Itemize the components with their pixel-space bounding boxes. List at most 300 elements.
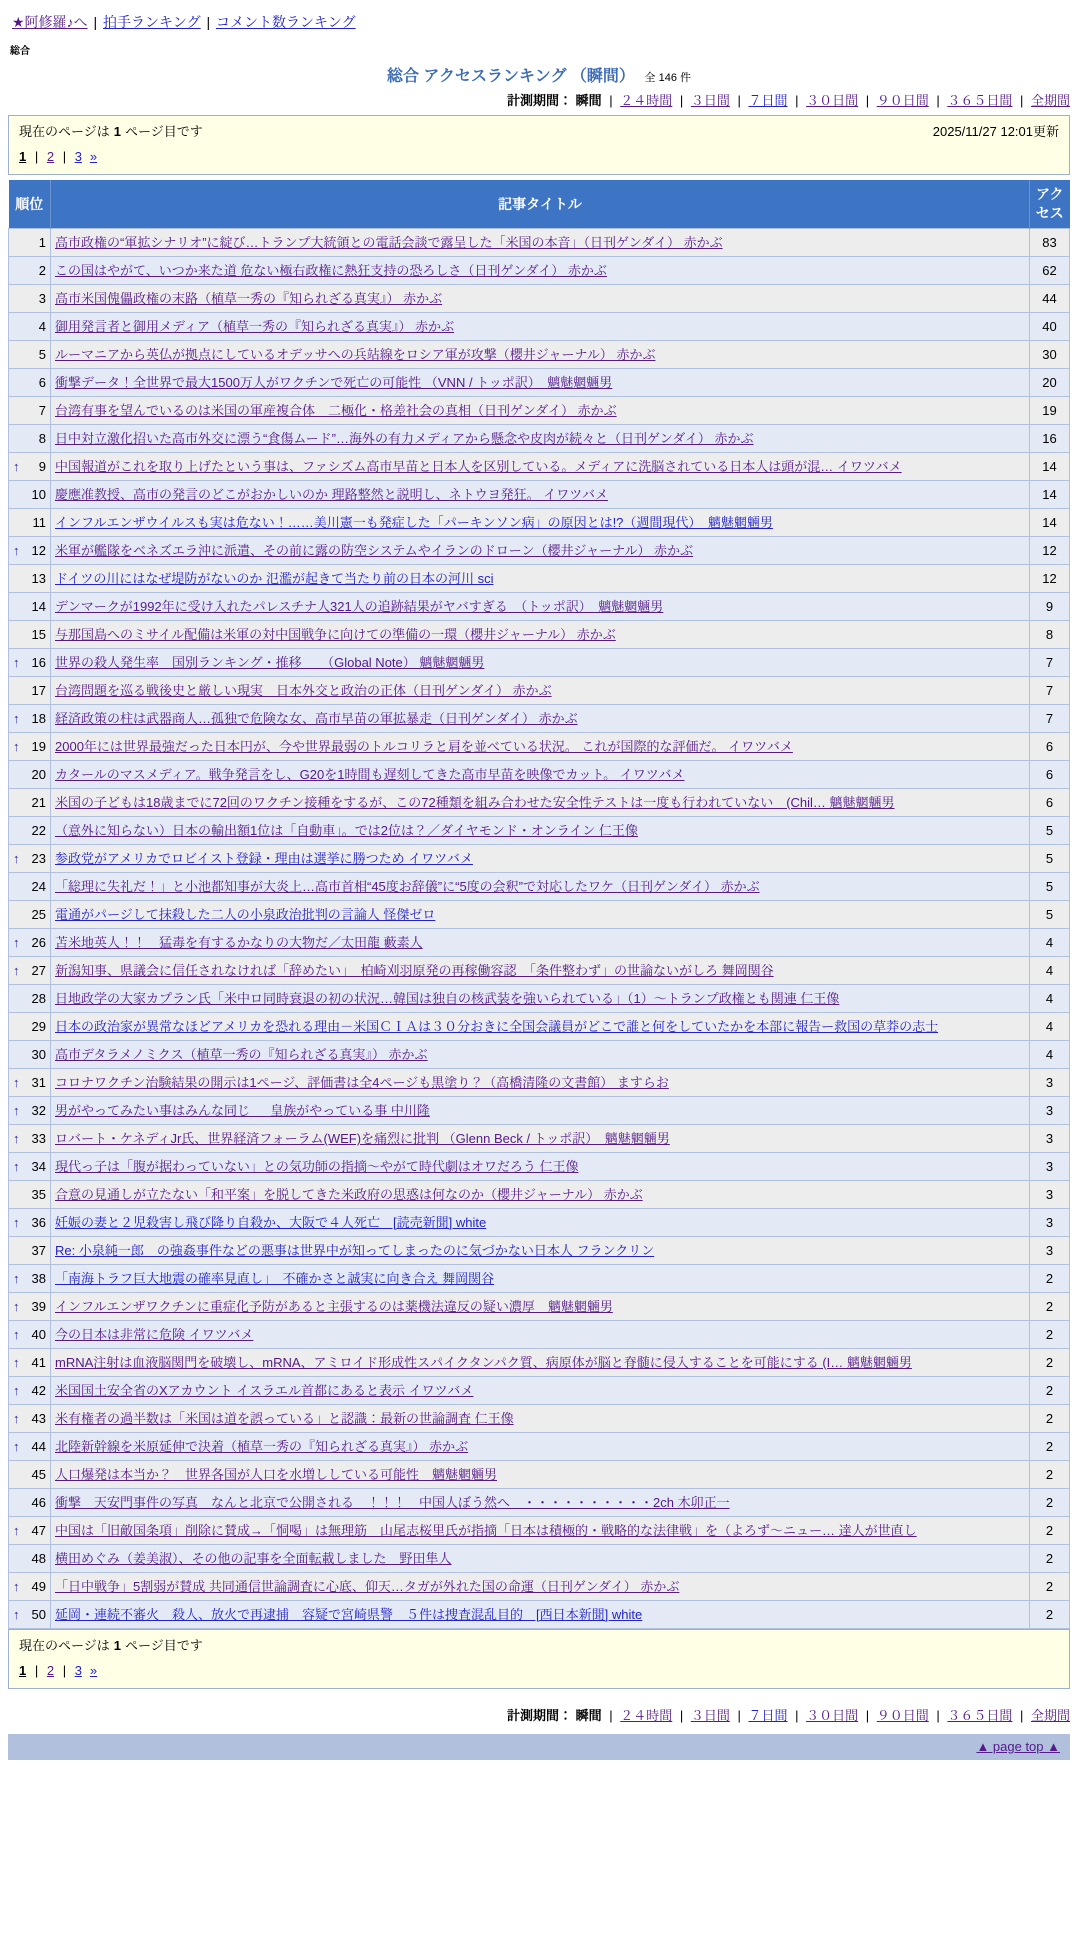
updated-timestamp: 2025/11/27 12:01更新 bbox=[932, 124, 1059, 139]
rank-cell bbox=[9, 1069, 51, 1097]
title-cell bbox=[51, 1489, 1030, 1517]
article-link[interactable]: ロバート・ケネディJr氏、世界経済フォーラム(WEF)を痛烈に批判 （Glenn Beck / トッポ訳） 魑魅魍魎男 bbox=[55, 1131, 670, 1146]
rank-number: 26 bbox=[31, 935, 46, 950]
article-link[interactable]: 台湾有事を望んでいるのは米国の軍産複合体 二極化・格差社会の真相（日刊ゲンダイ） 赤かぶ bbox=[55, 403, 617, 418]
period-separator: | bbox=[932, 1708, 944, 1723]
table-row bbox=[9, 509, 1070, 537]
rank-cell bbox=[9, 845, 51, 873]
access-count: 4 bbox=[1030, 1013, 1070, 1041]
rank-up-icon: ↑ bbox=[13, 1439, 20, 1454]
rank-cell bbox=[9, 565, 51, 593]
article-link[interactable]: 日本の政治家が異常なほどアメリカを恐れる理由－米国ＣＩＡは３０分おきに全国会議員がどこで誰と何をしていたかを本部に報告ー救国の草莽の志士 bbox=[55, 1019, 939, 1034]
rank-up-icon: ↑ bbox=[13, 1579, 20, 1594]
article-link[interactable]: 2000年には世界最強だった日本円が、今や世界最弱のトルコリラと肩を並べている状況。 これが国際的な評価だ。 イワツバメ bbox=[55, 739, 793, 754]
table-row bbox=[9, 733, 1070, 761]
title-cell bbox=[51, 761, 1030, 789]
table-row bbox=[9, 1517, 1070, 1545]
title-cell bbox=[51, 509, 1030, 537]
title-cell bbox=[51, 565, 1030, 593]
table-row bbox=[9, 369, 1070, 397]
rank-cell bbox=[9, 1097, 51, 1125]
article-link[interactable]: ルーマニアから英仏が拠点にしているオデッサへの兵站線をロシア軍が攻撃（櫻井ジャーナル） 赤かぶ bbox=[55, 347, 656, 362]
period-link-5[interactable]: ９０日間 bbox=[876, 1708, 929, 1723]
title-cell bbox=[51, 985, 1030, 1013]
page-top-link[interactable]: ▲ page top ▲ bbox=[976, 1739, 1060, 1754]
article-link[interactable]: 米国の子どもは18歳までに72回のワクチン接種をするが、この72種類を組み合わせた安全性テストは一度も行われていない (Chil… 魑魅魍魎男 bbox=[55, 795, 895, 810]
current-page-text-prefix: 現在のページは bbox=[19, 1638, 110, 1653]
current-page-text-suffix: ページ目です bbox=[124, 124, 203, 139]
rank-number: 47 bbox=[31, 1523, 46, 1538]
article-link[interactable]: 「日中戦争」5割弱が賛成 共同通信世論調査に心底、仰天…タガが外れた国の命運（日刊ゲンダイ） 赤かぶ bbox=[55, 1579, 680, 1594]
article-link[interactable]: 中国は「旧敵国条項」削除に賛成→「恫喝」は無理筋 山尾志桜里氏が指摘「日本は積極的・戦略的な法律戦」を（よろず〜ニュー… 達人が世直し bbox=[55, 1523, 917, 1538]
rank-cell bbox=[9, 733, 51, 761]
nav-link-1[interactable]: ★阿修羅♪へ bbox=[12, 14, 88, 30]
title-cell bbox=[51, 1237, 1030, 1265]
rank-cell bbox=[9, 257, 51, 285]
title-cell bbox=[51, 817, 1030, 845]
rank-cell bbox=[9, 509, 51, 537]
title-cell bbox=[51, 649, 1030, 677]
title-cell bbox=[51, 537, 1030, 565]
rank-number: 10 bbox=[31, 487, 46, 502]
pagination-current-page: 1 bbox=[19, 149, 27, 164]
rank-up-icon: ↑ bbox=[13, 1299, 20, 1314]
rank-up-icon: ↑ bbox=[13, 1607, 20, 1622]
table-row bbox=[9, 285, 1070, 313]
table-row bbox=[9, 873, 1070, 901]
rank-cell bbox=[9, 341, 51, 369]
access-count: 16 bbox=[1030, 425, 1070, 453]
period-current: 瞬間 bbox=[575, 1708, 602, 1723]
article-link[interactable]: 「南海トラフ巨大地震の確率見直し」 不確かさと誠実に向き合え 舞岡関谷 bbox=[55, 1271, 495, 1286]
rank-number: 12 bbox=[31, 543, 46, 558]
article-link[interactable]: 現代っ子は「腹が据わっていない」との気功師の指摘〜やがて時代劇はオワだろう 仁王像 bbox=[55, 1159, 579, 1174]
pagination-current-page: 1 bbox=[19, 1663, 27, 1678]
title-cell bbox=[51, 957, 1030, 985]
period-separator: | bbox=[862, 1708, 873, 1723]
rank-number: 40 bbox=[31, 1327, 46, 1342]
table-row bbox=[9, 397, 1070, 425]
access-count: 4 bbox=[1030, 1041, 1070, 1069]
access-count: 14 bbox=[1030, 481, 1070, 509]
period-link-6[interactable]: ３６５日間 bbox=[947, 93, 1013, 108]
title-cell bbox=[51, 1013, 1030, 1041]
title-cell bbox=[51, 677, 1030, 705]
rank-cell bbox=[9, 1517, 51, 1545]
table-row bbox=[9, 1573, 1070, 1601]
nav-separator: | bbox=[202, 14, 214, 30]
table-row bbox=[9, 1069, 1070, 1097]
table-row bbox=[9, 817, 1070, 845]
rank-up-icon: ↑ bbox=[13, 1215, 20, 1230]
article-link[interactable]: 新潟知事、県議会に信任されなければ「辞めたい」 柏崎刈羽原発の再稼働容認 「条件整わず」の世論ないがしろ 舞岡関谷 bbox=[55, 963, 774, 978]
article-link[interactable]: コロナワクチン治験結果の開示は1ページ、評価書は全4ページも黒塗り？（高橋清隆の文書館） ますらお bbox=[55, 1075, 669, 1090]
pagination-separator: | bbox=[59, 1663, 70, 1678]
pagination-link-»[interactable]: » bbox=[89, 149, 98, 164]
rank-cell bbox=[9, 453, 51, 481]
rank-up-icon: ↑ bbox=[13, 1075, 20, 1090]
title-cell bbox=[51, 1601, 1030, 1629]
table-row bbox=[9, 901, 1070, 929]
rank-up-icon: ↑ bbox=[13, 1523, 20, 1538]
article-link[interactable]: 妊娠の妻と２児殺害し飛び降り自殺か、大阪で４人死亡 [読売新聞] white bbox=[55, 1215, 487, 1230]
article-link[interactable]: 高市米国傀儡政権の末路（植草一秀の『知られざる真実』） 赤かぶ bbox=[55, 291, 443, 306]
article-link[interactable]: 台湾問題を巡る戦後史と厳しい現実 日本外交と政治の正体（日刊ゲンダイ） 赤かぶ bbox=[55, 683, 552, 698]
rank-number: 2 bbox=[38, 263, 46, 278]
access-count: 2 bbox=[1030, 1601, 1070, 1629]
table-row bbox=[9, 565, 1070, 593]
title-cell bbox=[51, 313, 1030, 341]
footer-bar bbox=[8, 1734, 1070, 1760]
article-link[interactable]: 日中対立激化招いた高市外交に漂う“食傷ムード”…海外の有力メディアから懸念や皮肉が続々と（日刊ゲンダイ） 赤かぶ bbox=[55, 431, 754, 446]
rank-cell bbox=[9, 761, 51, 789]
access-count: 7 bbox=[1030, 705, 1070, 733]
table-row bbox=[9, 1545, 1070, 1573]
access-count: 7 bbox=[1030, 677, 1070, 705]
title-cell bbox=[51, 1433, 1030, 1461]
rank-cell bbox=[9, 901, 51, 929]
rank-number: 17 bbox=[31, 683, 46, 698]
article-link[interactable]: この国はやがて、いつか来た道 危ない極右政権に熱狂支持の恐ろしさ（日刊ゲンダイ） 赤かぶ bbox=[55, 263, 607, 278]
article-link[interactable]: 人口爆発は本当か？ 世界各国が人口を水増ししている可能性 魑魅魍魎男 bbox=[55, 1467, 498, 1482]
rank-number: 48 bbox=[31, 1551, 46, 1566]
article-link[interactable]: 米軍が艦隊をベネズエラ沖に派遣、その前に露の防空システムやイランのドローン（櫻井ジャーナル） 赤かぶ bbox=[55, 543, 694, 558]
article-link[interactable]: 慶應准教授、高市の発言のどこがおかしいのか 理路整然と説明し、ネトウヨ発狂。 イワツバメ bbox=[55, 487, 608, 502]
title-cell bbox=[51, 1265, 1030, 1293]
period-link-6[interactable]: ３６５日間 bbox=[947, 1708, 1013, 1723]
article-link[interactable]: 中国報道がこれを取り上げたという事は、ファシズム高市早苗と日本人を区別している。メディアに洗脳されている日本人は頭が混… イワツバメ bbox=[55, 459, 902, 474]
article-link[interactable]: 北陸新幹線を米原延伸で決着（植草一秀の『知られざる真実』） 赤かぶ bbox=[55, 1439, 469, 1454]
article-link[interactable]: 苫米地英人！！ 猛毒を有するかなりの大物だ／太田龍 藪素人 bbox=[55, 935, 423, 950]
title-cell bbox=[51, 285, 1030, 313]
current-page-number: 1 bbox=[113, 124, 121, 139]
article-link[interactable]: 今の日本は非常に危険 イワツバメ bbox=[55, 1327, 254, 1342]
table-row bbox=[9, 1237, 1070, 1265]
access-count: 2 bbox=[1030, 1293, 1070, 1321]
period-link-5[interactable]: ９０日間 bbox=[876, 93, 929, 108]
rank-up-icon: ↑ bbox=[13, 655, 20, 670]
article-link[interactable]: 合意の見通しが立たない「和平案」を脱してきた米政府の思惑は何なのか（櫻井ジャーナル） 赤かぶ bbox=[55, 1187, 643, 1202]
period-separator: | bbox=[932, 93, 944, 108]
rank-number: 27 bbox=[31, 963, 46, 978]
access-count: 5 bbox=[1030, 817, 1070, 845]
table-row bbox=[9, 649, 1070, 677]
rank-number: 8 bbox=[38, 431, 46, 446]
table-row bbox=[9, 845, 1070, 873]
access-count: 5 bbox=[1030, 845, 1070, 873]
rank-cell bbox=[9, 537, 51, 565]
access-count: 3 bbox=[1030, 1237, 1070, 1265]
access-count: 83 bbox=[1030, 229, 1070, 257]
title-cell bbox=[51, 341, 1030, 369]
rank-number: 43 bbox=[31, 1411, 46, 1426]
article-link[interactable]: 日地政学の大家カプラン氏「米中ロ同時衰退の初の状況…韓国は独自の核武装を強いられている」（1）〜トランプ政権とも関連 仁王像 bbox=[55, 991, 840, 1006]
access-count: 4 bbox=[1030, 985, 1070, 1013]
rank-number: 38 bbox=[31, 1271, 46, 1286]
article-link[interactable]: 米国国土安全省のXアカウント イスラエル首都にあると表示 イワツバメ bbox=[55, 1383, 474, 1398]
title-cell bbox=[51, 425, 1030, 453]
table-row bbox=[9, 1601, 1070, 1629]
title-cell bbox=[51, 1097, 1030, 1125]
access-count: 2 bbox=[1030, 1545, 1070, 1573]
period-link-1[interactable]: ２４時間 bbox=[620, 1708, 673, 1723]
title-cell bbox=[51, 705, 1030, 733]
rank-number: 16 bbox=[31, 655, 46, 670]
article-link[interactable]: 延岡・連続不審火 殺人、放火で再逮捕 容疑で宮崎県警 ５件は捜査混乱目的 [西日本新聞] white bbox=[55, 1607, 643, 1622]
section-label: 総合 bbox=[10, 46, 30, 57]
rank-cell bbox=[9, 677, 51, 705]
rank-up-icon: ↑ bbox=[13, 851, 20, 866]
article-link[interactable]: 男がやってみたい事はみんな同じ ＿ 皇族がやっている事 中川隆 bbox=[55, 1103, 430, 1118]
column-header-access: アクセス bbox=[1030, 180, 1070, 229]
title-cell bbox=[51, 1517, 1030, 1545]
rank-up-icon: ↑ bbox=[13, 1131, 20, 1146]
rank-cell bbox=[9, 1461, 51, 1489]
period-separator: | bbox=[676, 1708, 687, 1723]
period-link-2[interactable]: ３日間 bbox=[690, 93, 730, 108]
table-row bbox=[9, 1041, 1070, 1069]
rank-number: 37 bbox=[31, 1243, 46, 1258]
period-separator: | bbox=[733, 93, 745, 108]
rank-number: 29 bbox=[31, 1019, 46, 1034]
pagination-top bbox=[19, 148, 1059, 166]
rank-number: 3 bbox=[38, 291, 46, 306]
top-nav bbox=[10, 12, 1070, 32]
title-cell bbox=[51, 621, 1030, 649]
pagination-link-2[interactable]: 2 bbox=[46, 149, 55, 164]
article-link[interactable]: 衝撃データ！全世界で最大1500万人がワクチンで死亡の可能性 （VNN / トッポ訳） 魑魅魍魎男 bbox=[55, 375, 613, 390]
article-link[interactable]: Re: 小泉純一郎 の強姦事件などの悪事は世界中が知ってしまったのに気づかない日本人 フランクリン bbox=[55, 1243, 655, 1258]
article-link[interactable]: インフルエンザワクチンに重症化予防があると主張するのは薬機法違反の疑い濃厚 魑魅魍魎男 bbox=[55, 1299, 613, 1314]
current-page-number: 1 bbox=[113, 1638, 121, 1653]
table-header-row bbox=[9, 180, 1070, 229]
table-row bbox=[9, 621, 1070, 649]
article-link[interactable]: 「総理に失礼だ！」と小池都知事が大炎上…高市首相“45度お辞儀”に“5度の会釈”で対応したワケ（日刊ゲンダイ） 赤かぶ bbox=[55, 879, 760, 894]
title-cell bbox=[51, 1293, 1030, 1321]
table-row bbox=[9, 481, 1070, 509]
article-link[interactable]: 御用発言者と御用メディア（植草一秀の『知られざる真実』） 赤かぶ bbox=[55, 319, 455, 334]
rank-cell bbox=[9, 1041, 51, 1069]
column-header-title: 記事タイトル bbox=[51, 180, 1030, 229]
access-count: 6 bbox=[1030, 789, 1070, 817]
total-count: 全 146 件 bbox=[644, 72, 692, 84]
period-separator: | bbox=[791, 1708, 803, 1723]
period-link-2[interactable]: ３日間 bbox=[690, 1708, 730, 1723]
rank-cell bbox=[9, 369, 51, 397]
current-page-line bbox=[19, 122, 1059, 142]
access-count: 2 bbox=[1030, 1321, 1070, 1349]
rank-number: 6 bbox=[38, 375, 46, 390]
table-row bbox=[9, 929, 1070, 957]
pagination-separator: | bbox=[31, 1663, 42, 1678]
period-link-3[interactable]: ７日間 bbox=[748, 1708, 788, 1723]
access-count: 3 bbox=[1030, 1153, 1070, 1181]
nav-separator: | bbox=[89, 14, 101, 30]
page-info-box-top bbox=[8, 115, 1070, 175]
rank-number: 15 bbox=[31, 627, 46, 642]
table-row bbox=[9, 1181, 1070, 1209]
period-link-7[interactable]: 全期間 bbox=[1030, 93, 1070, 108]
article-link[interactable]: 高市政権の“軍拡シナリオ”に綻び…トランプ大統領との電話会談で露呈した「米国の本音」（日刊ゲンダイ） 赤かぶ bbox=[55, 235, 723, 250]
table-row bbox=[9, 229, 1070, 257]
access-count: 2 bbox=[1030, 1349, 1070, 1377]
table-row bbox=[9, 313, 1070, 341]
rank-up-icon: ↑ bbox=[13, 459, 20, 474]
rank-up-icon: ↑ bbox=[13, 1411, 20, 1426]
rank-number: 45 bbox=[31, 1467, 46, 1482]
rank-number: 36 bbox=[31, 1215, 46, 1230]
period-link-4[interactable]: ３０日間 bbox=[806, 93, 859, 108]
title-cell bbox=[51, 257, 1030, 285]
access-count: 5 bbox=[1030, 901, 1070, 929]
access-count: 2 bbox=[1030, 1573, 1070, 1601]
period-bar-top bbox=[8, 90, 1070, 109]
table-row bbox=[9, 1321, 1070, 1349]
article-link[interactable]: 高市デタラメノミクス（植草一秀の『知られざる真実』） 赤かぶ bbox=[55, 1047, 428, 1062]
access-count: 62 bbox=[1030, 257, 1070, 285]
period-link-7[interactable]: 全期間 bbox=[1030, 1708, 1070, 1723]
rank-cell bbox=[9, 1489, 51, 1517]
rank-cell bbox=[9, 1181, 51, 1209]
table-row bbox=[9, 1461, 1070, 1489]
current-page-text-suffix: ページ目です bbox=[124, 1638, 203, 1653]
current-page-line bbox=[19, 1636, 1059, 1656]
rank-cell bbox=[9, 1405, 51, 1433]
table-row bbox=[9, 1349, 1070, 1377]
pagination-separator: | bbox=[59, 149, 70, 164]
article-link[interactable]: デンマークが1992年に受け入れたパレスチナ人321人の追跡結果がヤバすぎる （トッポ訳） 魑魅魍魎男 bbox=[55, 599, 664, 614]
article-link[interactable]: 世界の殺人発生率 国別ランキング・推移 （Global Note） 魑魅魍魎男 bbox=[55, 655, 485, 670]
article-link[interactable]: 横田めぐみ（姜美淑）、その他の記事を全面転載しました 野田隼人 bbox=[55, 1551, 452, 1566]
table-row bbox=[9, 1209, 1070, 1237]
period-link-3[interactable]: ７日間 bbox=[748, 93, 788, 108]
title-cell bbox=[51, 1321, 1030, 1349]
table-row bbox=[9, 453, 1070, 481]
rank-cell bbox=[9, 1293, 51, 1321]
period-link-1[interactable]: ２４時間 bbox=[620, 93, 673, 108]
rank-number: 50 bbox=[31, 1607, 46, 1622]
title-cell bbox=[51, 1153, 1030, 1181]
access-count: 2 bbox=[1030, 1517, 1070, 1545]
rank-number: 41 bbox=[31, 1355, 46, 1370]
article-link[interactable]: mRNA注射は血液脳関門を破壊し、mRNA、アミロイド形成性スパイクタンパク質、病原体が脳と脊髄に侵入することを可能にする (I… 魑魅魍魎男 bbox=[55, 1355, 912, 1370]
rank-number: 42 bbox=[31, 1383, 46, 1398]
access-count: 9 bbox=[1030, 593, 1070, 621]
rank-cell bbox=[9, 1349, 51, 1377]
title-cell bbox=[51, 1349, 1030, 1377]
page-info-box-bottom bbox=[8, 1629, 1070, 1689]
table-row bbox=[9, 1097, 1070, 1125]
table-row bbox=[9, 1433, 1070, 1461]
page-title bbox=[8, 63, 1070, 86]
rank-up-icon: ↑ bbox=[13, 1327, 20, 1342]
rank-number: 1 bbox=[38, 235, 46, 250]
rank-cell bbox=[9, 1377, 51, 1405]
pagination-link-»[interactable]: » bbox=[89, 1663, 98, 1678]
article-link[interactable]: 電通がパージして抹殺した二人の小泉政治批判の言論人 怪傑ゼロ bbox=[55, 907, 436, 922]
table-row bbox=[9, 1377, 1070, 1405]
access-count: 3 bbox=[1030, 1209, 1070, 1237]
title-cell bbox=[51, 733, 1030, 761]
article-link[interactable]: （意外に知らない）日本の輸出額1位は「自動車」。では2位は？／ダイヤモンド・オンライン 仁王像 bbox=[55, 823, 638, 838]
rank-cell bbox=[9, 1265, 51, 1293]
access-count: 8 bbox=[1030, 621, 1070, 649]
article-link[interactable]: カタールのマスメディア。戦争発言をし、G20を1時間も遅刻してきた高市早苗を映像でカット。 イワツバメ bbox=[55, 767, 685, 782]
access-count: 19 bbox=[1030, 397, 1070, 425]
access-count: 7 bbox=[1030, 649, 1070, 677]
table-row bbox=[9, 537, 1070, 565]
title-cell bbox=[51, 1405, 1030, 1433]
rank-cell bbox=[9, 649, 51, 677]
table-row bbox=[9, 957, 1070, 985]
pagination-link-3[interactable]: 3 bbox=[74, 1663, 82, 1678]
title-cell bbox=[51, 1209, 1030, 1237]
article-link[interactable]: 参政党がアメリカでロビイスト登録・理由は選挙に勝つため イワツバメ bbox=[55, 851, 473, 866]
rank-up-icon: ↑ bbox=[13, 1383, 20, 1398]
period-separator: | bbox=[1016, 93, 1027, 108]
period-separator: | bbox=[1016, 1708, 1027, 1723]
rank-number: 7 bbox=[38, 403, 46, 418]
rank-cell bbox=[9, 929, 51, 957]
table-row bbox=[9, 1153, 1070, 1181]
rank-number: 30 bbox=[31, 1047, 46, 1062]
rank-cell bbox=[9, 1573, 51, 1601]
access-count: 12 bbox=[1030, 537, 1070, 565]
access-count: 2 bbox=[1030, 1433, 1070, 1461]
table-row bbox=[9, 341, 1070, 369]
rank-cell bbox=[9, 1321, 51, 1349]
rank-number: 23 bbox=[31, 851, 46, 866]
pagination-link-3[interactable]: 3 bbox=[74, 149, 82, 164]
article-link[interactable]: 米有権者の過半数は「米国は道を誤っている」と認識：最新の世論調査 仁王像 bbox=[55, 1411, 514, 1426]
rank-cell bbox=[9, 1209, 51, 1237]
nav-link-2[interactable]: 拍手ランキング bbox=[102, 14, 201, 30]
table-row bbox=[9, 985, 1070, 1013]
rank-number: 32 bbox=[31, 1103, 46, 1118]
access-count: 14 bbox=[1030, 509, 1070, 537]
rank-up-icon: ↑ bbox=[13, 711, 20, 726]
rank-up-icon: ↑ bbox=[13, 1159, 20, 1174]
rank-cell bbox=[9, 705, 51, 733]
rank-number: 22 bbox=[31, 823, 46, 838]
rank-number: 19 bbox=[31, 739, 46, 754]
article-link[interactable]: インフルエンザウイルスも実は危ない！……美川憲一も発症した「パーキンソン病」の原因とは!?（週間現代） 魑魅魍魎男 bbox=[55, 515, 773, 530]
rank-number: 44 bbox=[31, 1439, 46, 1454]
rank-number: 33 bbox=[31, 1131, 46, 1146]
article-link[interactable]: 経済政策の柱は武器商人…孤独で危険な女、高市早苗の軍拡暴走（日刊ゲンダイ） 赤かぶ bbox=[55, 711, 578, 726]
article-link[interactable]: 与那国島へのミサイル配備は米軍の対中国戦争に向けての準備の一環（櫻井ジャーナル） 赤かぶ bbox=[55, 627, 616, 642]
pagination-separator: | bbox=[31, 149, 42, 164]
period-separator: | bbox=[676, 93, 687, 108]
access-count: 6 bbox=[1030, 761, 1070, 789]
access-count: 14 bbox=[1030, 453, 1070, 481]
period-link-4[interactable]: ３０日間 bbox=[806, 1708, 859, 1723]
article-link[interactable]: 衝撃 天安門事件の写真 なんと北京で公開される ！！！ 中国人ぼう然へ ・・・・・・・・・・2ch 木卯正一 bbox=[55, 1495, 730, 1510]
rank-number: 20 bbox=[31, 767, 46, 782]
pagination-link-2[interactable]: 2 bbox=[46, 1663, 55, 1678]
period-separator: | bbox=[791, 93, 803, 108]
rank-number: 25 bbox=[31, 907, 46, 922]
article-link[interactable]: ドイツの川にはなぜ堤防がないのか 氾濫が起きて当たり前の日本の河川 sci bbox=[55, 571, 494, 586]
rank-cell bbox=[9, 1545, 51, 1573]
nav-link-3[interactable]: コメント数ランキング bbox=[216, 14, 356, 30]
title-cell bbox=[51, 845, 1030, 873]
period-bar-bottom bbox=[8, 1705, 1070, 1724]
rank-cell bbox=[9, 1013, 51, 1041]
title-cell bbox=[51, 1181, 1030, 1209]
title-cell bbox=[51, 929, 1030, 957]
rank-cell bbox=[9, 1237, 51, 1265]
